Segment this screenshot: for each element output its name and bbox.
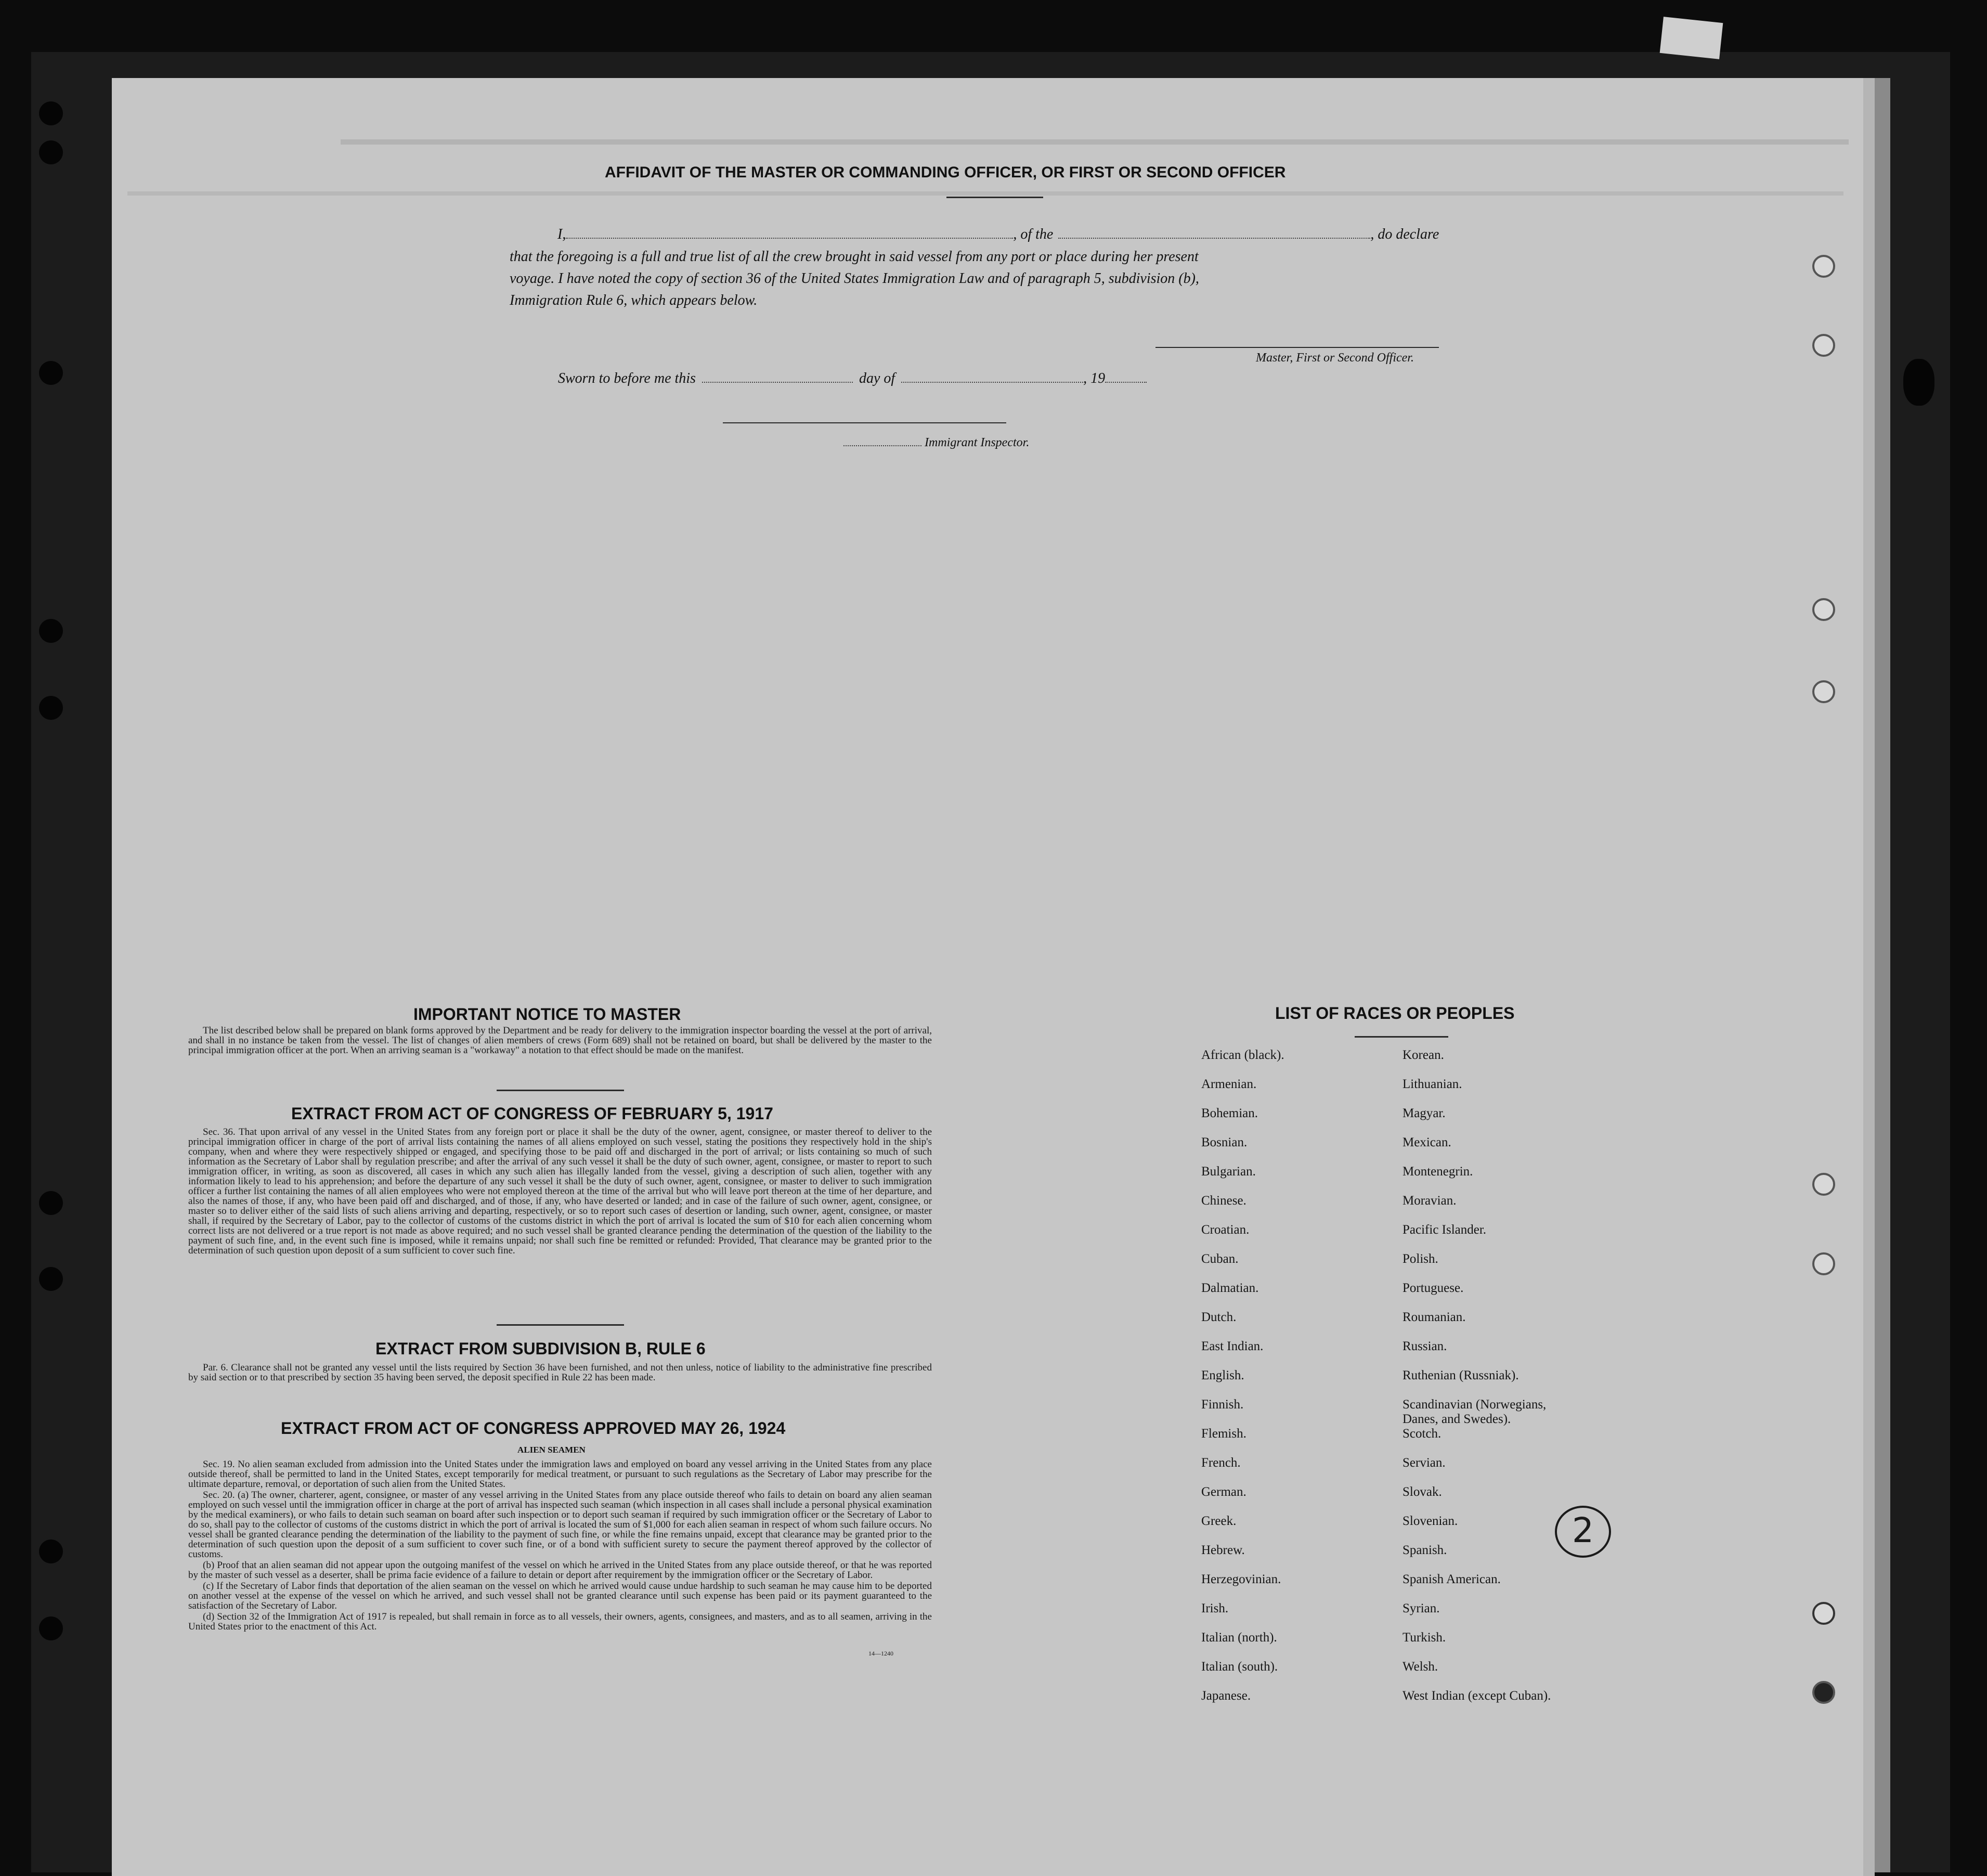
sworn-line (558, 370, 1147, 387)
sworn-day-field[interactable] (702, 372, 853, 383)
extract-rule6-text (188, 1363, 932, 1383)
race-item: Bosnian. (1201, 1135, 1248, 1149)
race-item: German. (1201, 1485, 1246, 1499)
race-item: Moravian. (1402, 1194, 1457, 1208)
binder-hole (39, 140, 63, 164)
sworn-label: Sworn to before me this (558, 370, 696, 386)
race-item: Portuguese. (1402, 1281, 1464, 1295)
race-item: Polish. (1402, 1252, 1438, 1266)
inspector-label-text: Immigrant Inspector. (925, 436, 1030, 449)
sec-20a-paragraph: Sec. 20. (a) The owner, charterer, agent, consignee, or master of any vessel arriving in the United States from any place outside thereof who fails to detain on board any alien seaman employed on such vessel until the immigration officer in charge at the port of arrival has inspected such seaman (which inspection in all cases shall include a personal physical examination by the medical examiners), or who fails to detain such seaman on board after such inspection or to deport such seaman if required by such immigration officer or the Secretary of Labor to do so, shall pay to the collector of customs of the customs district in which the port of arrival is located the sum of $1,000 for each alien seaman in respect of whom such failure occurs. No vessel shall be granted clearance pending the determination of the liability to the payment of such fine, or while the fine remains unpaid, except that clearance may be granted prior to the determination of such question upon the deposit of a sum sufficient to cover such fine, or of a bond with sufficient surety to secure the payment thereof approved by the collector of customs. (188, 1490, 932, 1560)
title-rule (946, 197, 1043, 198)
notice-title: IMPORTANT NOTICE TO MASTER (413, 1005, 681, 1024)
race-item: Dalmatian. (1201, 1281, 1259, 1295)
races-title: LIST OF RACES OR PEOPLES (1275, 1004, 1515, 1023)
race-item: African (black). (1201, 1048, 1284, 1062)
races-right-column (1402, 1048, 1551, 1718)
binder-hole (39, 1616, 63, 1640)
of-the-label: , of the (1013, 226, 1054, 242)
binder-hole (39, 696, 63, 720)
affidavit-line-4: Immigration Rule 6, which appears below. (510, 292, 758, 308)
race-item: Syrian. (1402, 1601, 1440, 1615)
race-item: Italian (north). (1201, 1631, 1277, 1645)
affidavit-line-1 (557, 226, 1439, 243)
sec-20c-paragraph: (c) If the Secretary of Labor finds that deportation of the alien seaman on the vessel on which he arrived would cause undue hardship to such seaman he may cause him to be deported on another vessel at the expense of the vessel on which he arrived, and such vessel shall not be granted clearance until such expense has been paid or its payment guaranteed to the satisfaction of the Secretary of Labor. (188, 1581, 932, 1611)
race-item: Croatian. (1201, 1223, 1250, 1237)
race-item: Roumanian. (1402, 1310, 1466, 1324)
form-number: 14—1240 (868, 1650, 893, 1657)
bleed-through-mark (341, 139, 1849, 145)
inspector-label (843, 436, 1029, 450)
extract-1924-title: EXTRACT FROM ACT OF CONGRESS APPROVED MAY 26, 1924 (281, 1419, 786, 1438)
extract-rule6-title: EXTRACT FROM SUBDIVISION B, RULE 6 (375, 1339, 706, 1358)
extract-1917-title: EXTRACT FROM ACT OF CONGRESS OF FEBRUARY 5, 1917 (291, 1104, 773, 1123)
race-item: Magyar. (1402, 1106, 1446, 1120)
race-item: Lithuanian. (1402, 1077, 1462, 1091)
sec-20d-paragraph: (d) Section 32 of the Immigration Act of 1917 is repealed, but shall remain in force as to all vessels, their owners, agents, consignees, and masters, and as to all seamen, arriving in the United States prior to the enactment of this Act. (188, 1611, 932, 1632)
punch-ring (1812, 1681, 1835, 1704)
race-item: Spanish. (1402, 1543, 1447, 1557)
declare-label: , do declare (1370, 226, 1439, 242)
race-item: Chinese. (1201, 1194, 1246, 1208)
race-item: Bulgarian. (1201, 1165, 1256, 1179)
race-item: Pacific Islander. (1402, 1223, 1487, 1237)
affidavit-line-3: voyage. I have noted the copy of section 36 of the United States Immigration Law and of paragraph 5, subdivision (b), (510, 270, 1199, 287)
notice-paragraph: The list described below shall be prepared on blank forms approved by the Department and be ready for delivery to the immigration inspector boarding the vessel at the port of arrival, and shall in no instance be taken from the vessel. The list of changes of alien members of crews (Form 689) shall not be retained on board, but shall be delivered by the master to the principal immigration officer at the port. When an arriving seaman is a "workaway" a notation to that effect should be made on the manifest. (188, 1025, 932, 1056)
race-item: Herzegovinian. (1201, 1572, 1281, 1586)
races-left-column (1201, 1048, 1284, 1718)
race-item: Ruthenian (Russniak). (1402, 1368, 1519, 1382)
affidavit-line-2: that the foregoing is a full and true list of all the crew brought in said vessel from any port or place during her present (510, 249, 1199, 265)
document-sheet (112, 78, 1875, 1876)
race-item: West Indian (except Cuban). (1402, 1689, 1551, 1703)
punch-ring (1812, 1252, 1835, 1275)
races-rule (1355, 1036, 1448, 1038)
binder-hole (39, 619, 63, 643)
vessel-field[interactable] (1058, 228, 1370, 239)
signature-line[interactable] (1155, 347, 1439, 348)
race-item: Italian (south). (1201, 1660, 1278, 1674)
race-item: Spanish American. (1402, 1572, 1501, 1586)
day-of-label: day of (859, 370, 895, 386)
notice-text (188, 1026, 932, 1056)
race-item: Slovenian. (1402, 1514, 1458, 1528)
name-field[interactable] (566, 228, 1013, 239)
alien-seamen-subtitle: ALIEN SEAMEN (517, 1445, 586, 1455)
race-item: Greek. (1201, 1514, 1237, 1528)
affidavit-title: AFFIDAVIT OF THE MASTER OR COMMANDING OFFICER, OR FIRST OR SECOND OFFICER (605, 164, 1286, 181)
race-item: Finnish. (1201, 1398, 1244, 1412)
race-item: Korean. (1402, 1048, 1444, 1062)
race-item: French. (1201, 1456, 1241, 1470)
race-item: Turkish. (1402, 1631, 1446, 1645)
race-item: Scandinavian (Norwegians, Danes, and Swedes). (1402, 1398, 1547, 1426)
punch-ring (1812, 680, 1835, 703)
punch-ring (1812, 255, 1835, 278)
inspector-name-field[interactable] (843, 442, 921, 446)
sec-36-paragraph: Sec. 36. That upon arrival of any vessel in the United States from any foreign port or place it shall be the duty of the owner, agent, consignee, or master thereof to deliver to the principal immigration officer in charge of the port of arrival lists containing the names of all aliens employed on such vessel, stating the positions they respectively hold in the ship's company, when and where they were respectively shipped or engaged, and specifying those to be paid off and discharged in the port of arrival; or lists containing so much of such information as the Secretary of Labor shall by regulation prescribe; and after the arrival of any such vessel it shall be the duty of such owner, agent, consignee, or master to report to such immigration officer, in writing, as soon as discovered, all cases in which any such alien has illegally landed from the vessel, giving a description of such alien, together with any information likely to lead to his apprehension; and before the departure of any such vessel it shall be the duty of such owner, agent, consignee, or master to deliver to such immigration officer a further list containing the names of all alien employees who were not employed thereon at the time of the arrival but who will leave port thereon at the time of her departure, and also the names of those, if any, who have been paid off and discharged, and of those, if any, who have deserted or landed; and in case of the failure of such owner, agent, consignee, or master so to deliver either of the said lists of such aliens arriving and departing, respectively, or so to report such cases of desertion or landing, such owner, agent, consignee, or master shall, if required by the Secretary of Labor, pay to the collector of customs of the customs district in which the port of arrival is located the sum of $10 for each alien concerning whom correct lists are not delivered or a true report is not made as above required; and no such vessel shall be granted clearance pending the determination of the question of the liability to the payment of such fine, and, in the event such fine is imposed, while it remains unpaid; nor shall such fine be remitted or refunded: Provided, That clearance may be granted prior to the determination of such question upon deposit of a sum sufficient to cover such fine. (188, 1127, 932, 1256)
punch-ring (1812, 1602, 1835, 1625)
inspector-signature-line[interactable] (723, 422, 1006, 423)
race-item: Russian. (1402, 1339, 1447, 1353)
signature-label: Master, First or Second Officer. (1256, 351, 1414, 365)
race-item: Armenian. (1201, 1077, 1257, 1091)
race-item: Dutch. (1201, 1310, 1237, 1324)
section-rule (497, 1324, 624, 1326)
race-item: Servian. (1402, 1456, 1446, 1470)
race-item: Welsh. (1402, 1660, 1438, 1674)
sworn-month-field[interactable] (901, 372, 1083, 383)
section-rule (497, 1090, 624, 1091)
right-binder-strip (1875, 78, 1890, 1872)
race-item: Hebrew. (1201, 1543, 1245, 1557)
binder-hole-right (1903, 359, 1934, 406)
sec-20b-paragraph: (b) Proof that an alien seaman did not appear upon the outgoing manifest of the vessel on which he arrived in the United States from any place outside thereof, or that he was reported by the master of such vessel as a deserter, shall be prima facie evidence of a failure to detain or deport after requirement by the immigration officer or the Secretary of Labor. (188, 1560, 932, 1581)
punch-ring (1812, 334, 1835, 357)
race-item: Japanese. (1201, 1689, 1251, 1703)
race-item: Slovak. (1402, 1485, 1442, 1499)
sheet-edge (1863, 78, 1875, 1876)
binder-hole (39, 361, 63, 385)
binder-hole (39, 1539, 63, 1563)
race-item: Flemish. (1201, 1427, 1246, 1441)
sworn-year-field[interactable] (1105, 372, 1147, 383)
race-item: Montenegrin. (1402, 1165, 1473, 1179)
race-item: Scotch. (1402, 1427, 1441, 1441)
extract-1924-text (188, 1459, 932, 1633)
affidavit-i-label: I, (557, 226, 566, 242)
punch-ring (1812, 598, 1835, 621)
year-prefix-label: , 19 (1083, 370, 1106, 386)
tape-scrap (1660, 17, 1723, 59)
par-6-paragraph: Par. 6. Clearance shall not be granted any vessel until the lists required by Section 36 have been furnished, and not then unless, notice of liability to the administrative fine prescribed by said section or to that prescribed by section 35 having been served, the deposit specified in Rule 22 has been made. (188, 1362, 932, 1383)
binder-hole (39, 1267, 63, 1291)
sec-19-paragraph: Sec. 19. No alien seaman excluded from admission into the United States under the immigration laws and employed on board any vessel arriving in the United States from any place outside thereof, shall be permitted to land in the United States, except temporarily for medical treatment, or pursuant to such regulations as the Secretary of Labor may prescribe for the ultimate departure, removal, or deportation of such alien from the United States. (188, 1459, 932, 1490)
race-item: English. (1201, 1368, 1244, 1382)
race-item: Irish. (1201, 1601, 1229, 1615)
race-item: East Indian. (1201, 1339, 1264, 1353)
binder-hole (39, 101, 63, 125)
punch-ring (1812, 1173, 1835, 1196)
extract-1917-text (188, 1127, 932, 1257)
race-item: Cuban. (1201, 1252, 1239, 1266)
circled-number-annotation: 2 (1555, 1506, 1611, 1558)
race-item: Mexican. (1402, 1135, 1451, 1149)
binder-hole (39, 1191, 63, 1215)
race-item: Bohemian. (1201, 1106, 1258, 1120)
bleed-through-mark (127, 191, 1843, 196)
